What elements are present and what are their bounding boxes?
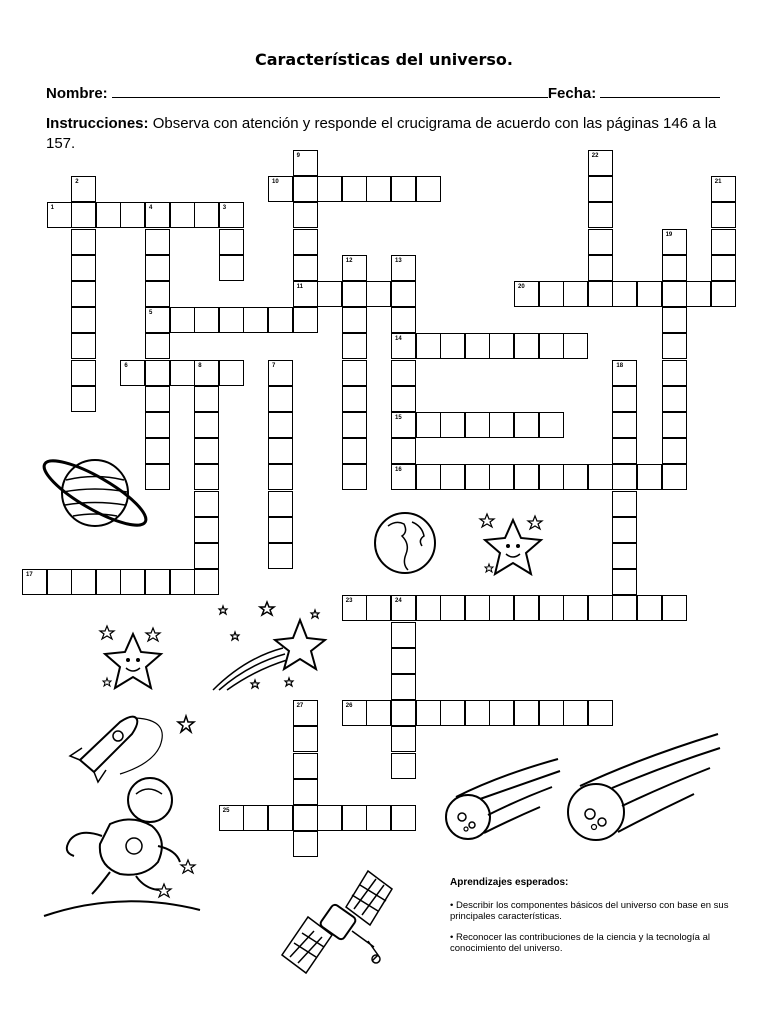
crossword-cell[interactable] <box>391 700 416 726</box>
earth-icon <box>372 510 438 576</box>
crossword-cell[interactable] <box>612 595 637 621</box>
crossword-cell[interactable] <box>612 491 637 517</box>
crossword-cell[interactable] <box>440 700 465 726</box>
crossword-cell[interactable] <box>268 360 293 386</box>
crossword-cell[interactable] <box>514 412 539 438</box>
clue-number: 24 <box>395 598 402 605</box>
crossword-cell[interactable] <box>366 595 391 621</box>
crossword-cell[interactable] <box>637 281 662 307</box>
crossword-cell[interactable] <box>194 386 219 412</box>
crossword-cell[interactable] <box>489 595 514 621</box>
crossword-cell[interactable] <box>514 700 539 726</box>
crossword-cell[interactable] <box>47 202 72 228</box>
crossword-cell[interactable] <box>637 464 662 490</box>
crossword-cell[interactable] <box>71 202 96 228</box>
crossword-cell[interactable] <box>268 438 293 464</box>
crossword-cell[interactable] <box>489 464 514 490</box>
instructions-label: Instrucciones: <box>46 115 149 132</box>
crossword-cell[interactable] <box>612 386 637 412</box>
crossword-cell[interactable] <box>342 333 367 359</box>
clue-number: 26 <box>345 703 353 710</box>
name-label: Nombre: <box>46 85 108 102</box>
crossword-cell[interactable] <box>612 543 637 569</box>
star-icon <box>475 512 550 580</box>
crossword-cell[interactable] <box>194 491 219 517</box>
crossword-cell[interactable] <box>366 805 391 831</box>
crossword-cell[interactable] <box>662 386 687 412</box>
crossword-cell[interactable] <box>391 333 416 359</box>
crossword-cell[interactable] <box>219 229 244 255</box>
crossword-cell[interactable] <box>440 333 465 359</box>
crossword-cell[interactable] <box>194 202 219 228</box>
crossword-cell[interactable] <box>145 569 170 595</box>
crossword-cell[interactable] <box>662 464 687 490</box>
clue-number: 14 <box>395 336 402 343</box>
crossword-cell[interactable] <box>539 595 564 621</box>
crossword-cell[interactable] <box>391 255 416 281</box>
crossword-cell[interactable] <box>96 569 121 595</box>
clue-number: 25 <box>222 808 230 814</box>
crossword-cell[interactable] <box>293 202 318 228</box>
crossword-cell[interactable] <box>22 569 47 595</box>
crossword-cell[interactable] <box>293 281 318 307</box>
crossword-cell[interactable] <box>637 595 662 621</box>
crossword-cell[interactable] <box>366 176 391 202</box>
clue-number: 18 <box>616 362 624 369</box>
crossword-cell[interactable] <box>219 255 244 281</box>
crossword-cell[interactable] <box>145 360 170 386</box>
crossword-cell[interactable] <box>465 412 490 438</box>
crossword-cell[interactable] <box>219 360 244 386</box>
clue-number: 5 <box>149 310 153 317</box>
date-label: Fecha: <box>547 85 597 102</box>
comet-icon <box>440 755 565 845</box>
crossword-cell[interactable] <box>489 412 514 438</box>
crossword-cell[interactable] <box>71 360 96 386</box>
crossword-cell[interactable] <box>514 464 539 490</box>
crossword-cell[interactable] <box>711 281 736 307</box>
crossword-cell[interactable] <box>391 438 416 464</box>
clue-number: 11 <box>296 284 303 290</box>
crossword-cell[interactable] <box>268 307 293 333</box>
crossword-cell[interactable] <box>662 255 687 281</box>
crossword-cell[interactable] <box>465 464 490 490</box>
crossword-cell[interactable] <box>391 595 416 621</box>
crossword-cell[interactable] <box>662 333 687 359</box>
clue-number: 1 <box>50 205 54 212</box>
clue-number: 22 <box>591 153 599 159</box>
crossword-cell[interactable] <box>514 333 539 359</box>
clue-number: 17 <box>26 572 33 579</box>
crossword-cell[interactable] <box>194 412 219 438</box>
satellite-icon <box>276 865 396 977</box>
crossword-cell[interactable] <box>711 255 736 281</box>
crossword-cell[interactable] <box>342 805 367 831</box>
crossword-cell[interactable] <box>145 412 170 438</box>
crossword-cell[interactable] <box>47 569 72 595</box>
crossword-cell[interactable] <box>145 281 170 307</box>
comet-icon <box>560 730 725 845</box>
crossword-cell[interactable] <box>662 412 687 438</box>
clue-number: 21 <box>714 179 722 186</box>
crossword-cell[interactable] <box>145 386 170 412</box>
clue-number: 4 <box>149 205 153 212</box>
crossword-cell[interactable] <box>71 176 96 202</box>
crossword-cell[interactable] <box>391 176 416 202</box>
clue-number: 13 <box>395 257 402 264</box>
star-icon <box>95 624 170 694</box>
crossword-cell[interactable] <box>391 622 416 648</box>
crossword-cell[interactable] <box>317 805 342 831</box>
crossword-cell[interactable] <box>268 464 293 490</box>
crossword-cell[interactable] <box>588 229 613 255</box>
crossword-cell[interactable] <box>342 281 367 307</box>
crossword-cell[interactable] <box>588 464 613 490</box>
crossword-cell[interactable] <box>588 176 613 202</box>
crossword-cell[interactable] <box>219 805 244 831</box>
crossword-cell[interactable] <box>416 333 441 359</box>
crossword-cell[interactable] <box>342 386 367 412</box>
crossword-cell[interactable] <box>662 229 687 255</box>
crossword-cell[interactable] <box>342 438 367 464</box>
crossword-cell[interactable] <box>71 281 96 307</box>
crossword-cell[interactable] <box>170 360 195 386</box>
date-field[interactable] <box>600 85 720 98</box>
clue-number: 9 <box>296 153 300 159</box>
crossword-cell[interactable] <box>170 202 195 228</box>
crossword-cell[interactable] <box>612 360 637 386</box>
crossword-cell[interactable] <box>342 307 367 333</box>
crossword-cell[interactable] <box>686 281 711 307</box>
learning-item: • Reconocer las contribuciones de la ciencia y la tecnología al conocimiento del universo. <box>450 932 710 954</box>
crossword-cell[interactable] <box>342 464 367 490</box>
astronaut-icon <box>40 770 210 920</box>
crossword-cell[interactable] <box>588 255 613 281</box>
instructions-text: Observa con atención y responde el crucigrama de acuerdo con las páginas 146 a la 157. <box>46 115 717 152</box>
crossword-cell[interactable] <box>391 360 416 386</box>
crossword-cell[interactable] <box>514 281 539 307</box>
clue-number: 6 <box>124 362 128 369</box>
crossword-cell[interactable] <box>293 255 318 281</box>
crossword-cell[interactable] <box>268 543 293 569</box>
crossword-cell[interactable] <box>612 412 637 438</box>
crossword-cell[interactable] <box>391 726 416 752</box>
instructions <box>46 114 736 154</box>
clue-number: 27 <box>296 703 304 710</box>
clue-number: 19 <box>665 231 673 238</box>
crossword-cell[interactable] <box>268 412 293 438</box>
crossword-cell[interactable] <box>366 700 391 726</box>
clue-number: 10 <box>272 179 279 186</box>
crossword-cell[interactable] <box>145 333 170 359</box>
clue-number: 12 <box>345 257 353 264</box>
crossword-cell[interactable] <box>391 648 416 674</box>
crossword-cell[interactable] <box>293 753 318 779</box>
crossword-cell[interactable] <box>293 229 318 255</box>
crossword-cell[interactable] <box>194 307 219 333</box>
crossword-cell[interactable] <box>120 202 145 228</box>
shooting-star-icon <box>205 598 335 698</box>
crossword-cell[interactable] <box>662 360 687 386</box>
learning-item: • Describir los componentes básicos del universo con base en sus principales características. <box>450 900 729 922</box>
crossword-cell[interactable] <box>391 464 416 490</box>
crossword-cell[interactable] <box>514 595 539 621</box>
crossword-cell[interactable] <box>293 831 318 857</box>
crossword-cell[interactable] <box>539 333 564 359</box>
crossword-cell[interactable] <box>539 700 564 726</box>
crossword-cell[interactable] <box>243 805 268 831</box>
learning-outcomes <box>450 877 730 964</box>
crossword-cell[interactable] <box>489 700 514 726</box>
crossword-cell[interactable] <box>120 569 145 595</box>
crossword-cell[interactable] <box>194 360 219 386</box>
crossword-cell[interactable] <box>120 360 145 386</box>
crossword-cell[interactable] <box>268 386 293 412</box>
crossword-cell[interactable] <box>416 595 441 621</box>
crossword-cell[interactable] <box>612 517 637 543</box>
crossword-cell[interactable] <box>588 281 613 307</box>
crossword-cell[interactable] <box>243 307 268 333</box>
clue-number: 2 <box>75 179 79 186</box>
clue-number: 20 <box>518 284 525 290</box>
crossword-cell[interactable] <box>465 333 490 359</box>
crossword-cell[interactable] <box>612 281 637 307</box>
crossword-cell[interactable] <box>391 386 416 412</box>
crossword-cell[interactable] <box>170 307 195 333</box>
crossword-cell[interactable] <box>145 202 170 228</box>
crossword-cell[interactable] <box>711 229 736 255</box>
clue-number: 3 <box>222 205 227 212</box>
crossword-cell[interactable] <box>194 543 219 569</box>
crossword-cell[interactable] <box>268 805 293 831</box>
crossword-cell[interactable] <box>612 569 637 595</box>
crossword-cell[interactable] <box>588 150 613 176</box>
crossword-cell[interactable] <box>588 202 613 228</box>
crossword-cell[interactable] <box>440 595 465 621</box>
crossword-cell[interactable] <box>465 595 490 621</box>
crossword-cell[interactable] <box>268 176 293 202</box>
crossword-cell[interactable] <box>71 569 96 595</box>
crossword-cell[interactable] <box>293 779 318 805</box>
crossword-cell[interactable] <box>416 176 441 202</box>
learning-heading: Aprendizajes esperados: <box>450 877 569 888</box>
crossword-cell[interactable] <box>293 176 318 202</box>
crossword-cell[interactable] <box>588 700 613 726</box>
crossword-cell[interactable] <box>268 517 293 543</box>
crossword-cell[interactable] <box>711 202 736 228</box>
crossword-cell[interactable] <box>219 202 244 228</box>
crossword-cell[interactable] <box>71 333 96 359</box>
crossword-cell[interactable] <box>539 464 564 490</box>
crossword-cell[interactable] <box>539 412 564 438</box>
crossword-cell[interactable] <box>539 281 564 307</box>
crossword-cell[interactable] <box>342 176 367 202</box>
crossword-cell[interactable] <box>71 386 96 412</box>
crossword-cell[interactable] <box>293 150 318 176</box>
page-title: Características del universo. <box>254 50 513 69</box>
crossword-cell[interactable] <box>662 438 687 464</box>
crossword-cell[interactable] <box>563 700 588 726</box>
crossword-cell[interactable] <box>366 281 391 307</box>
crossword-cell[interactable] <box>391 674 416 700</box>
crossword-cell[interactable] <box>194 569 219 595</box>
crossword-cell[interactable] <box>342 255 367 281</box>
crossword-cell[interactable] <box>145 229 170 255</box>
crossword-cell[interactable] <box>391 412 416 438</box>
crossword-cell[interactable] <box>71 307 96 333</box>
crossword-cell[interactable] <box>96 202 121 228</box>
clue-number: 8 <box>198 362 202 369</box>
saturn-icon <box>40 448 150 538</box>
crossword-cell[interactable] <box>71 229 96 255</box>
crossword-cell[interactable] <box>489 333 514 359</box>
crossword-cell[interactable] <box>465 700 490 726</box>
clue-number: 23 <box>345 598 353 605</box>
crossword-cell[interactable] <box>563 333 588 359</box>
crossword-cell[interactable] <box>563 281 588 307</box>
crossword-cell[interactable] <box>391 753 416 779</box>
crossword-cell[interactable] <box>317 281 342 307</box>
clue-number: 7 <box>272 362 276 369</box>
crossword-cell[interactable] <box>440 412 465 438</box>
crossword-cell[interactable] <box>293 726 318 752</box>
crossword-cell[interactable] <box>416 700 441 726</box>
crossword-cell[interactable] <box>342 700 367 726</box>
name-field[interactable] <box>112 85 548 98</box>
crossword-cell[interactable] <box>440 464 465 490</box>
clue-number: 15 <box>395 415 402 421</box>
crossword-cell[interactable] <box>268 491 293 517</box>
crossword-cell[interactable] <box>563 595 588 621</box>
crossword-cell[interactable] <box>612 464 637 490</box>
crossword-cell[interactable] <box>662 595 687 621</box>
crossword-cell[interactable] <box>317 176 342 202</box>
crossword-cell[interactable] <box>711 176 736 202</box>
crossword-cell[interactable] <box>194 464 219 490</box>
clue-number: 16 <box>395 467 402 474</box>
crossword-cell[interactable] <box>391 307 416 333</box>
crossword-cell[interactable] <box>194 517 219 543</box>
crossword-cell[interactable] <box>391 281 416 307</box>
crossword-cell[interactable] <box>293 700 318 726</box>
crossword-cell[interactable] <box>293 307 318 333</box>
crossword-cell[interactable] <box>588 595 613 621</box>
crossword-cell[interactable] <box>342 595 367 621</box>
crossword-cell[interactable] <box>662 281 687 307</box>
crossword-cell[interactable] <box>416 464 441 490</box>
crossword-cell[interactable] <box>662 307 687 333</box>
crossword-cell[interactable] <box>342 412 367 438</box>
crossword-cell[interactable] <box>612 438 637 464</box>
crossword-cell[interactable] <box>563 464 588 490</box>
crossword-cell[interactable] <box>194 438 219 464</box>
crossword-cell[interactable] <box>145 307 170 333</box>
crossword-cell[interactable] <box>170 569 195 595</box>
crossword-cell[interactable] <box>293 805 318 831</box>
crossword-cell[interactable] <box>391 805 416 831</box>
crossword-cell[interactable] <box>71 255 96 281</box>
name-date-row <box>46 85 720 102</box>
crossword-cell[interactable] <box>342 360 367 386</box>
crossword-cell[interactable] <box>416 412 441 438</box>
crossword-cell[interactable] <box>219 307 244 333</box>
crossword-cell[interactable] <box>145 255 170 281</box>
